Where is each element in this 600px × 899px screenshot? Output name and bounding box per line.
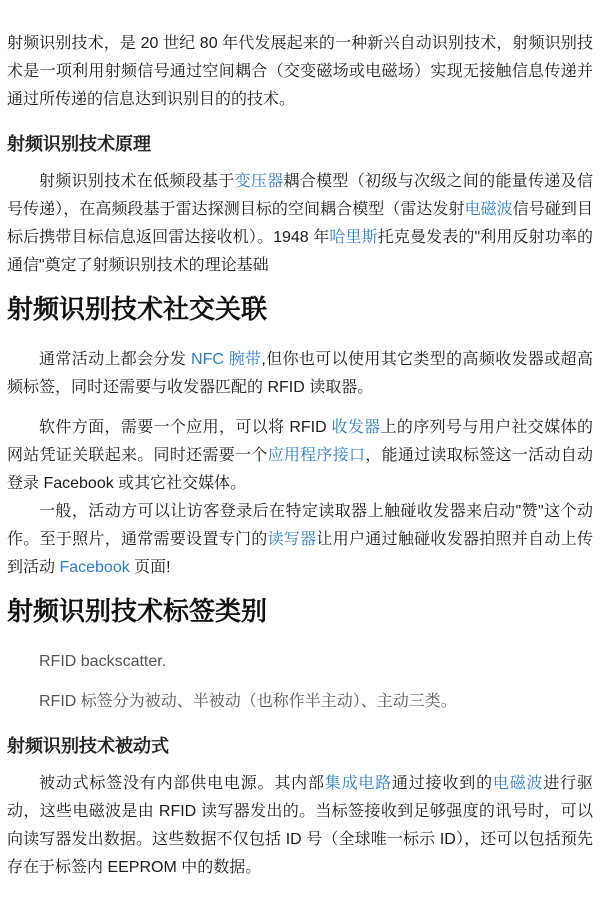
em-wave-link-2[interactable]: 电磁波 [492,775,544,792]
text-segment: 上的序列号与用户社交媒体的网站凭证关联起来。同时还需要一个 [7,419,593,464]
text-segment: ，能通过读取标签这一活动自动登录 Facebook 或其它社交媒体。 [7,447,593,492]
principle-heading: 射频识别技术原理 [7,134,151,154]
backscatter-caption: RFID backscatter. [39,653,167,670]
text-segment: 信号碰到目标后携带目标信息返回雷达接收机）。1948 年 [7,201,593,246]
api-link[interactable]: 应用程序接口 [267,447,366,464]
text-segment: 通常活动上都会分发 [39,351,192,368]
text-segment: 通过接收到的 [392,775,493,792]
nfc-wristband-link[interactable]: NFC 腕带 [191,351,262,368]
em-wave-link[interactable]: 电磁波 [464,201,513,218]
tag-types-summary: RFID 标签分为被动、半被动（也称作半主动）、主动三类。 [39,693,457,710]
passive-paragraph [7,770,593,882]
tags-section-heading: 射频识别技术标签类别 [7,596,268,626]
social-paragraph-3 [7,498,593,582]
text-segment: 软件方面，需要一个应用，可以将 RFID [39,419,332,436]
harris-link[interactable]: 哈里斯 [329,229,378,246]
facebook-link[interactable]: Facebook [59,559,130,576]
text-segment: 进行驱动，这些电磁波是由 RFID 读写器发出的。当标签接收到足够强度的讯号时，可以向读写器发出数据。这些数据不仅包括 ID 号（全球唯一标示 ID），还可以包括预先存在于标签内 EEPROM 中的数据。 [7,775,593,876]
transformer-link[interactable]: 变压器 [234,173,284,190]
passive-heading: 射频识别技术被动式 [7,736,169,756]
text-segment: 让用户通过触碰收发器拍照并自动上传到活动 [7,531,593,576]
text-segment: 射频识别技术在低频段基于 [39,173,235,190]
principle-paragraph [7,168,593,280]
social-section-heading: 射频识别技术社交关联 [7,294,268,324]
text-segment: 被动式标签没有内部供电电源。其内部 [39,775,325,792]
text-segment: 耦合模型（初级与次级之间的能量传递及信号传递），在高频段基于雷达探测目标的空间耦合模型（雷达发射 [7,173,593,218]
text-segment: ,但你也可以使用其它类型的高频收发器或超高频标签，同时还需要与收发器匹配的 RFID 读取器。 [7,351,593,396]
text-segment: 页面! [129,559,171,576]
text-segment: 托克曼发表的"利用反射功率的通信"奠定了射频识别技术的理论基础 [7,229,593,274]
text-segment: 一般，活动方可以让访客登录后在特定读取器上触碰收发器来启动"赞"这个动作。至于照片，通常需要设置专门的 [7,503,593,548]
intro-paragraph [7,30,593,114]
reader-writer-link[interactable]: 读写器 [267,531,317,548]
social-paragraph-1 [7,346,593,402]
text-segment: 射频识别技术，是 20 世纪 80 年代发展起来的一种新兴自动识别技术，射频识别技术是一项利用射频信号通过空间耦合（交变磁场或电磁场）实现无接触信息传递并通过所传递的信息达到识别目的的技术。 [7,35,593,108]
social-paragraph-2 [7,414,593,498]
transceiver-link[interactable]: 收发器 [331,419,381,436]
ic-link[interactable]: 集成电路 [324,775,393,792]
